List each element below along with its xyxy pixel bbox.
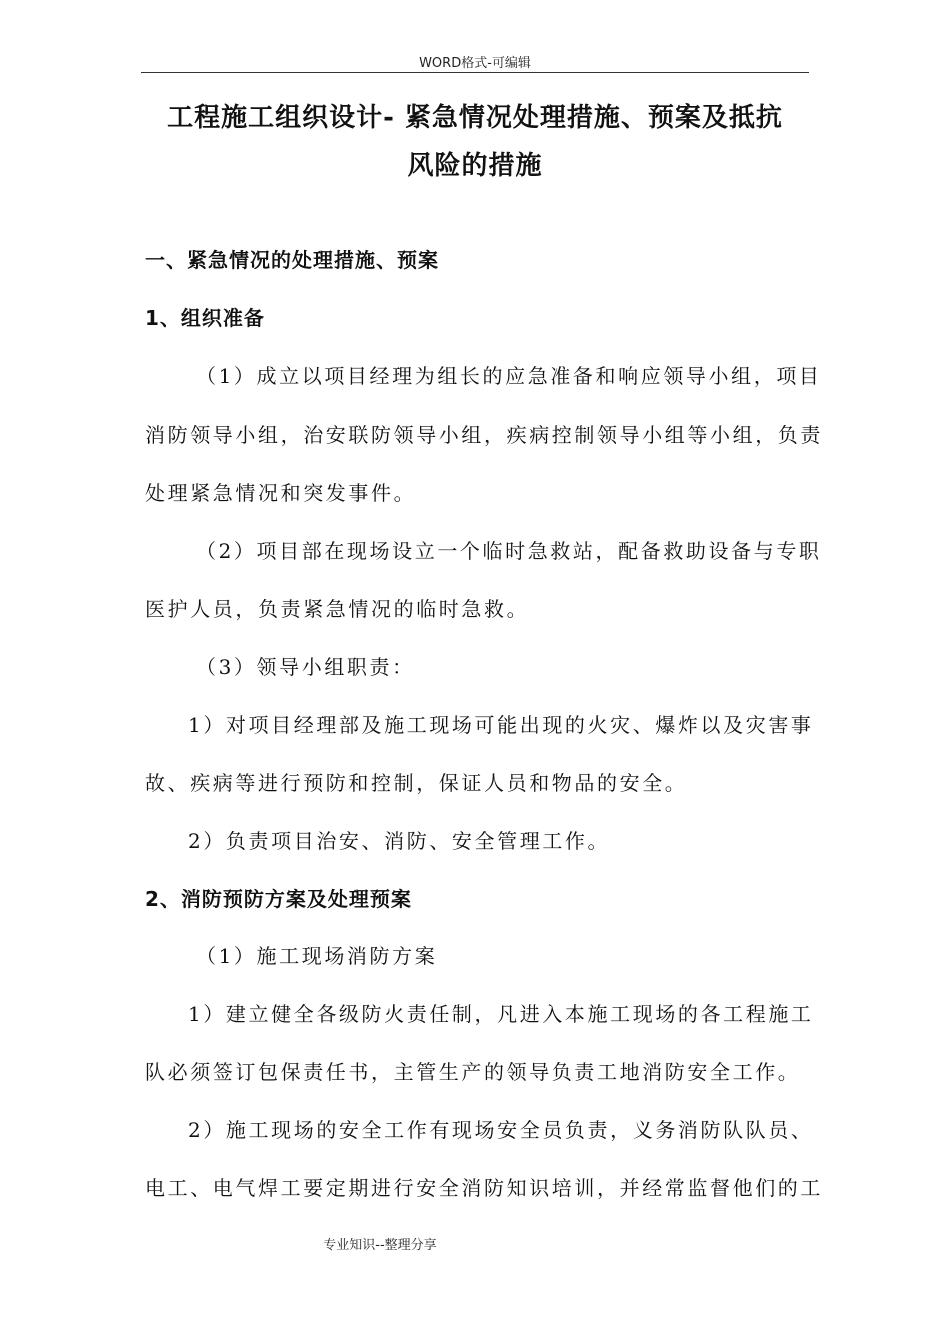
paragraph-line: （1）施工现场消防方案 — [196, 944, 438, 968]
document-title-line-1: 工程施工组织设计- 紧急情况处理措施、预案及抵抗 — [167, 103, 783, 133]
subsection-heading-organization: 1、组织准备 — [145, 306, 265, 330]
paragraph-line: 医护人员，负责紧急情况的临时急救。 — [145, 597, 530, 621]
paragraph-line: （1）成立以项目经理为组长的应急准备和响应领导小组，项目 — [196, 364, 822, 388]
subsection-heading-fire-prevention: 2、消防预防方案及处理预案 — [145, 887, 412, 911]
paragraph-line: 电工、电气焊工要定期进行安全消防知识培训，并经常监督他们的工 — [145, 1176, 823, 1200]
paragraph-line: 2）负责项目治安、消防、安全管理工作。 — [188, 829, 611, 853]
paragraph-line: 1）对项目经理部及施工现场可能出现的火灾、爆炸以及灾害事 — [188, 713, 814, 737]
paragraph-line: 处理紧急情况和突发事件。 — [145, 481, 417, 505]
paragraph-line: （3）领导小组职责： — [196, 655, 415, 679]
header-divider — [141, 72, 809, 73]
paragraph-line: 消防领导小组，治安联防领导小组，疾病控制领导小组等小组，负责 — [145, 423, 823, 447]
paragraph-line: 2）施工现场的安全工作有现场安全员负责，义务消防队队员、 — [188, 1118, 814, 1142]
paragraph-line: 1）建立健全各级防火责任制，凡进入本施工现场的各工程施工 — [188, 1002, 814, 1026]
paragraph-line: 队必须签订包保责任书，主管生产的领导负责工地消防安全工作。 — [145, 1060, 801, 1084]
document-title-line-2: 风险的措施 — [407, 151, 543, 181]
section-heading-emergency-measures: 一、紧急情况的处理措施、预案 — [145, 248, 439, 272]
paragraph-line: （2）项目部在现场设立一个临时急救站，配备救助设备与专职 — [196, 539, 822, 563]
page-footer: 专业知识--整理分享 — [323, 1238, 437, 1253]
paragraph-line: 故、疾病等进行预防和控制，保证人员和物品的安全。 — [145, 771, 688, 795]
page-header: WORD格式-可编辑 — [419, 56, 531, 71]
